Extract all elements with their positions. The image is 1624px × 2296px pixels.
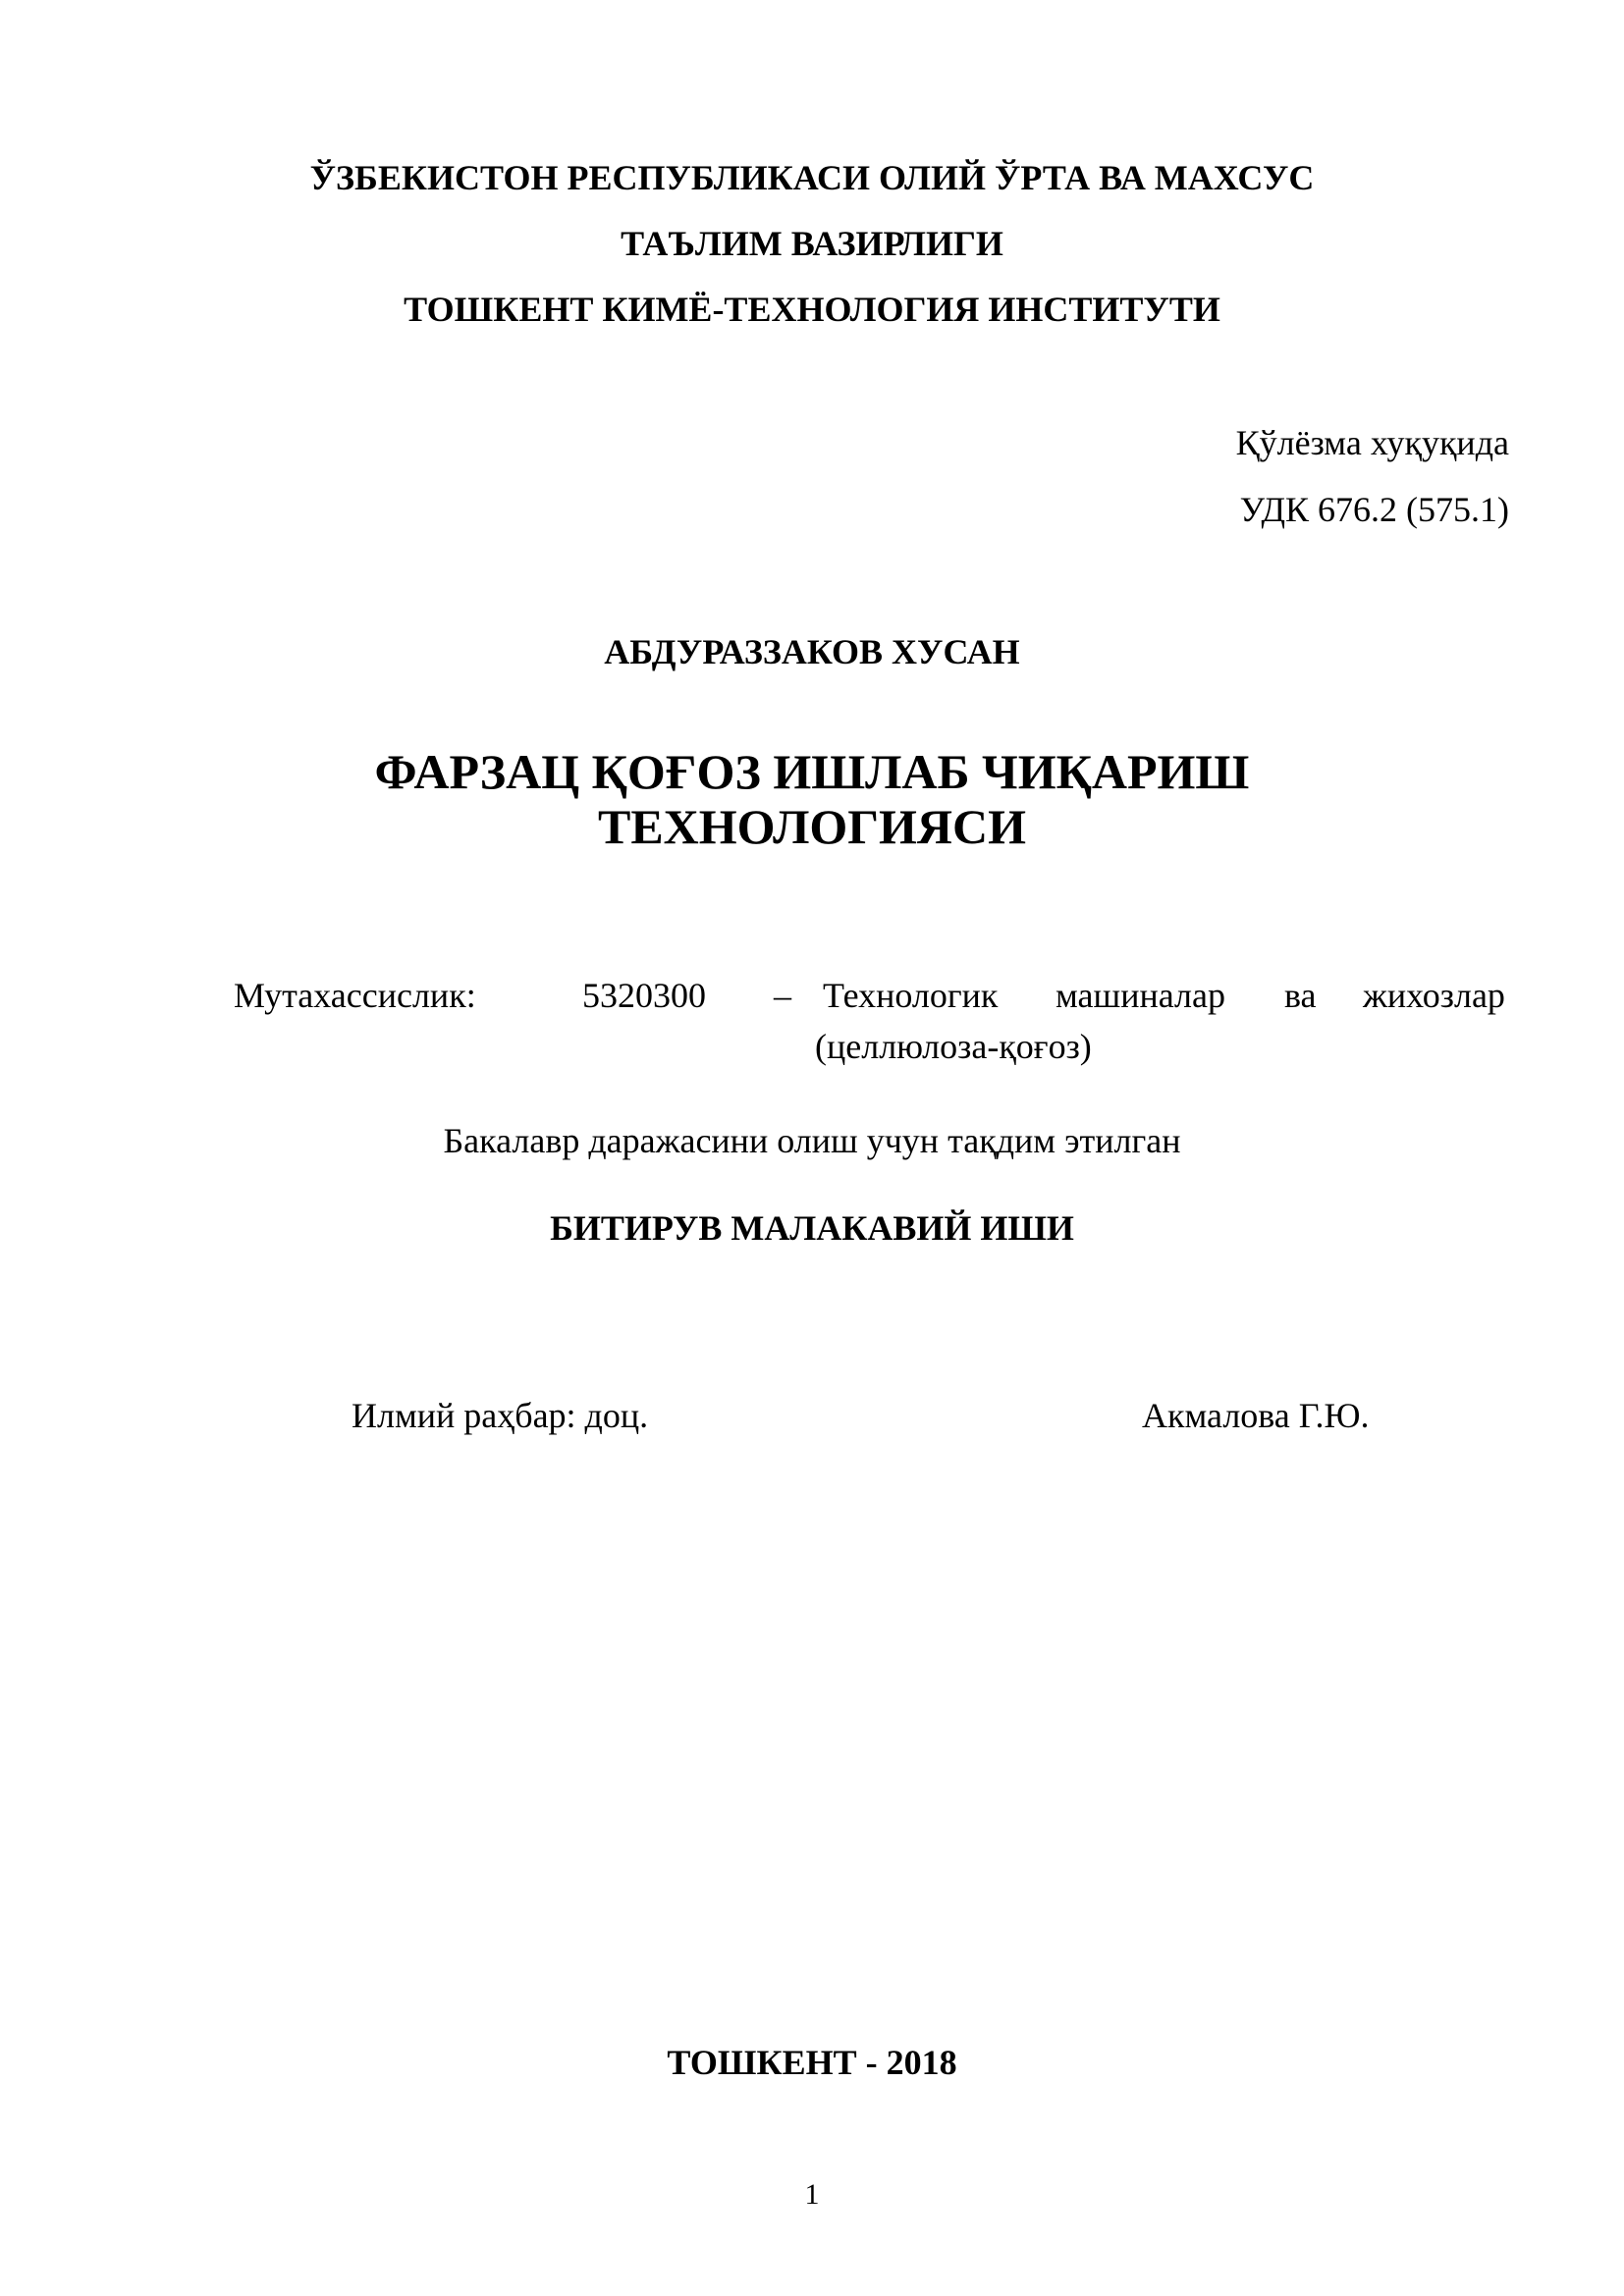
specialty-word-3: ва (1284, 976, 1317, 1015)
thesis-title-line-1: ФАРЗАЦ ҚОҒОЗ ИШЛАБ ЧИҚАРИШ (374, 744, 1250, 799)
thesis-title-line-2: ТЕХНОЛОГИЯСИ (597, 799, 1027, 854)
specialty-label: Мутахассислик: (234, 976, 476, 1015)
specialty-row (234, 975, 1509, 1018)
specialty-word-4: жихозлар (1363, 976, 1505, 1015)
work-type: БИТИРУВ МАЛАКАВИЙ ИШИ (550, 1208, 1074, 1248)
specialty-word-1: Технологик (823, 976, 999, 1015)
specialty-word-2: машиналар (1056, 976, 1226, 1015)
manuscript-rights: Қўлёзма хуқуқида (1235, 423, 1509, 462)
city-year: ТОШКЕНТ - 2018 (667, 2043, 957, 2082)
specialty-continuation: (целлюлоза-қоғоз) (815, 1027, 1092, 1066)
specialty-dash: – (774, 976, 791, 1015)
supervisor-label: Илмий раҳбар: доц. (352, 1396, 649, 1435)
specialty-code: 5320300 (582, 976, 706, 1015)
ministry-line-2: ТАЪЛИМ ВАЗИРЛИГИ (621, 224, 1003, 263)
author-name: АБДУРАЗЗАКОВ ХУСАН (604, 632, 1020, 671)
supervisor-name: Акмалова Г.Ю. (1142, 1396, 1370, 1435)
ministry-line-1: ЎЗБЕКИСТОН РЕСПУБЛИКАСИ ОЛИЙ ЎРТА ВА МАХСУС (309, 158, 1315, 197)
udc-code: УДК 676.2 (575.1) (1239, 490, 1509, 529)
institute-name: ТОШКЕНТ КИМЁ-ТЕХНОЛОГИЯ ИНСТИТУТИ (404, 290, 1220, 329)
page-number: 1 (804, 2178, 820, 2211)
degree-statement: Бакалавр даражасини олиш учун тақдим этилган (443, 1121, 1181, 1160)
